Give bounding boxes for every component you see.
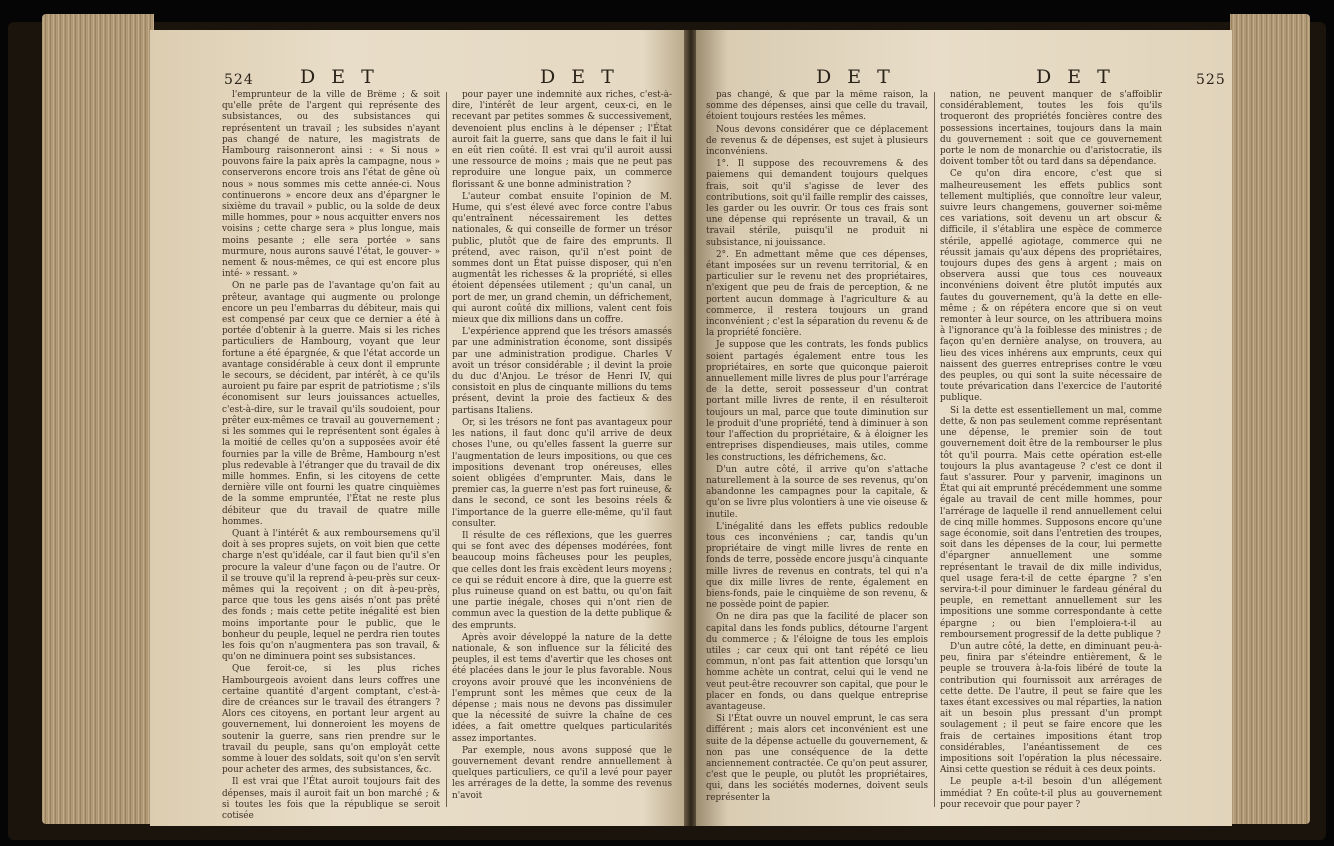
right-page bbox=[696, 30, 1232, 826]
paragraph: L'expérience apprend que les trésors amassés par une administration économe, sont dissipés par une administration prodigue. Charles V avoit un trésor considérable ; il devint la proie du duc d'Anjou. Le trésor de Henri IV, qui consistoit en plus de cinquante millions du tems présent, devint la proie des factieux & des partisans Italiens. bbox=[452, 327, 672, 416]
text-column-right-2 bbox=[940, 90, 1162, 820]
paragraph: L'auteur combat ensuite l'opinion de M. Hume, qui s'est élevé avec force contre l'abus qu'entraînent nécessairement les dettes nationales, & qui conseille de former un trésor public, plutôt que de faire des emprunts. Il prétend, avec raison, qu'il n'est point de sommes dont un État puisse disposer, qui n'en augmentât les richesses & la propriété, si elles étoient dépensées utilement ; qu'un canal, un port de mer, un grand chemin, un défrichement, qui auront coûté dix millions, valent cent fois mieux que dix millions dans un coffre. bbox=[452, 191, 672, 326]
paragraph: pas changé, & que par la même raison, la somme des dépenses, ainsi que celle du travail, étoient toujours restées les mêmes. bbox=[706, 90, 928, 123]
paragraph: Il résulte de ces réflexions, que les guerres qui se font avec des dépenses modérées, font beaucoup moins fâcheuses pour les peuples, que celles dont les frais excèdent leurs moyens ; ce qui se réduit encore à dire, que la guerre est plus ruineuse quand on est battu, ou qu'on fait une partie inégale, choses qui n'ont rien de commun avec la question de la dette publique & des emprunts. bbox=[452, 530, 672, 631]
right-page-edges bbox=[1230, 14, 1310, 824]
running-head: D E T bbox=[1036, 66, 1115, 88]
column-divider bbox=[446, 92, 447, 807]
paragraph: 1°. Il suppose des recouvremens & des paiemens qui demandent toujours quelques frais, soit qu'il s'agisse de lever des contributions, soit qu'il faille remplir des caisses, les garder ou les ouvrir. Or tous ces frais sont une dépense qui représente un travail, & un travail stérile, puisqu'il ne produit ni subsistance, ni jouissance. bbox=[706, 159, 928, 248]
running-head: D E T bbox=[816, 66, 895, 88]
paragraph: Quant à l'intérêt & aux remboursemens qu'il doit à ses propres sujets, on voit bien que cette charge n'est qu'idéale, car il faut bien qu'il s'en procure la valeur d'une façon ou de l'autre. Or il se trouve qu'il la reprend à-peu-près sur ceux-mêmes qui la reçoivent ; on dit à-peu-près, parce que tous les gens aisés n'ont pas prêté des fonds ; mais cette petite inégalité est bien moins importante pour le public, que le bonheur du peuple, lequel ne perdra rien toutes les fois qu'on n'augmentera pas son travail, & qu'on ne diminuera point ses subsistances. bbox=[222, 528, 440, 663]
paragraph: Si la dette est essentiellement un mal, comme dette, & non pas seulement comme représentant une dépense, le premier soin de tout gouvernement doit être de la rembourser le plus tôt qu'il pourra. Mais cette opération est-elle toujours la plus avantageuse ? c'est ce dont il faut s'assurer. Pour y parvenir, imaginons un État qui ait emprunté précédemment une somme égale au travail de cent mille hommes, pour l'arrérage de laquelle il rend annuellement celui de cinq mille hommes. Supposons encore qu'une sage économie, soit dans l'entretien des troupes, soit dans les dépenses de la cour, lui permette d'épargner annuellement une somme représentant le travail de dix mille individus, quel usage fera-t-il de cette épargne ? s'en servira-t-il pour diminuer le fardeau général du peuple, en remettant annuellement sur les impositions une somme correspondante à cette épargne ; ou bien l'emploiera-t-il au remboursement progressif de la dette publique ? bbox=[940, 405, 1162, 640]
paragraph: Le peuple a-t-il besoin d'un allégement immédiat ? En coûte-t-il plus au gouvernement pour recevoir que pour payer ? bbox=[940, 777, 1162, 810]
running-head: D E T bbox=[540, 66, 619, 88]
text-column-left-2 bbox=[452, 90, 672, 820]
paragraph: On ne parle pas de l'avantage qu'on fait au prêteur, avantage qui augmente ou prolonge encore un peu l'embarras du débiteur, mais qui est compensé par ceux que ce dernier a été à portée d'obtenir à la guerre. Mais si les riches particuliers de Hambourg, voyant que leur fortune a été épargnée, & que l'état accorde un avantage considérable à ceux dont il emprunte le secours, se décident, par intérêt, à ce qu'ils auroient pu faire par esprit de patriotisme ; s'ils économisent sur leurs jouissances actuelles, c'est-à-dire, sur le travail qu'ils soudoient, pour prêter eux-mêmes ce travail au gouvernement ; si les sommes qui le représentent sont égales à la moitié de celles qu'on a supposées avoir été fournies par la ville de Brême, Hambourg n'est plus redevable à l'étranger que du travail de dix mille hommes. Enfin, si les citoyens de cette dernière ville ont fourni les quatre cinquièmes de la somme empruntée, l'État ne reste plus débiteur que du travail de quatre mille hommes. bbox=[222, 281, 440, 527]
paragraph: Ce qu'on dira encore, c'est que si malheureusement les effets publics sont tellement multipliés, que connoître leur valeur, suivre leurs changemens, gouverner soi-même ces variations, soit devenu un art obscur & difficile, il s'établira une espèce de commerce stérile, appellé agiotage, commerce qui ne réussit jamais qu'aux dépens des propriétaires, toujours dupes des gens à argent ; mais on observera aussi que tous ces nouveaux inconvéniens doivent être plutôt imputés aux fautes du gouvernement, qu'à la dette en elle-même ; & on répétera encore que si on veut remonter à leur source, on les attribuera moins à l'ignorance qu'à la foiblesse des ministres ; de façon qu'en dernière analyse, on trouvera, au lieu des vices inhérens aux emprunts, ceux qui naissent des guerres entreprises contre le vœu des peuples, ou qui sont la suite nécessaire de toute prévarication dans l'exercice de l'autorité publique. bbox=[940, 169, 1162, 404]
paragraph: Si l'État ouvre un nouvel emprunt, le cas sera différent ; mais alors cet inconvénient est une suite de la dépense actuelle du gouvernement, & non pas une conséquence de la dette anciennement contractée. Ce qu'on peut assurer, c'est que le peuple, ou plutôt les propriétaires, qui, dans les sociétés modernes, doivent seuls représenter la bbox=[706, 714, 928, 803]
left-page-edges bbox=[42, 14, 154, 824]
paragraph: Or, si les trésors ne font pas avantageux pour les nations, il faut donc qu'il arrive de deux choses l'une, ou qu'elles fassent la guerre sur l'augmentation de leurs impositions, ou que ces impositions devenant trop onéreuses, elles soient obligées d'emprunter. Mais, dans le premier cas, la guerre n'est pas fort ruineuse, & dans le second, ce sont les besoins réels & l'importance de la guerre elle-même, qu'il faut consulter. bbox=[452, 417, 672, 529]
paragraph: Par exemple, nous avons supposé que le gouvernement devant rendre annuellement à quelques particuliers, ce qu'il a levé pour payer les arrérages de la dette, la somme des revenus n'avoit bbox=[452, 745, 672, 801]
paragraph: Nous devons considérer que ce déplacement de revenus & de dépenses, est sujet à plusieurs inconvéniens. bbox=[706, 124, 928, 158]
paragraph: Après avoir développé la nature de la dette nationale, & son influence sur la félicité des peuples, il est tems d'avertir que les choses ont été placées dans le jour le plus favorable. Nous croyons avoir prouvé que les inconvéniens de l'emprunt sont les mêmes que ceux de la dépense ; mais nous ne devons pas dissimuler que la nécessité de suivre la chaîne de ces idées, a fait omettre quelques particularités assez importantes. bbox=[452, 632, 672, 744]
column-divider bbox=[934, 92, 935, 807]
page-number: 524 bbox=[224, 72, 254, 88]
paragraph: Il est vrai que l'État auroit toujours fait des dépenses, mais il auroit fait un bon marché ; & si toutes les fois que la république se seroit cotisée bbox=[222, 777, 440, 820]
left-page bbox=[150, 30, 686, 826]
page-number: 525 bbox=[1196, 72, 1226, 88]
paragraph: pour payer une indemnité aux riches, c'est-à-dire, l'intérêt de leur argent, ceux-ci, en le recevant par petites sommes & successivement, devenoient plus enclins à le dépenser ; l'État auroit fait la guerre, sans que dans le fait il lui en eût rien coûté. Il est vrai qu'il auroit aussi une ressource de moins ; mais que ne peut pas reproduire une longue paix, un commerce florissant & une bonne administration ? bbox=[452, 90, 672, 190]
paragraph: l'emprunteur de la ville de Brême ; & soit qu'elle prête de l'argent qui représente des subsistances, ou des subsistances qui représentent un travail ; les subsides n'ayant pas changé de nature, les magistrats de Hambourg raisonneront ainsi : « Si nous » pouvons faire la paix après la campagne, nous » conserverons encore trois ans l'état de gêne où nous » nous sommes mis cette année-ci. Nous continuerons » encore deux ans d'épargner le sixième du travail » public, ou la solde de deux mille hommes, pour » nous acquitter envers nos voisins ; cette charge sera » plus longue, mais moins pesante ; elle sera portée » sans murmure, nous aurons sauvé l'état, le gouver- » nement & nous-mêmes, ce qui est encore plus inté- » ressant. » bbox=[222, 90, 440, 280]
paragraph: Que feroit-ce, si les plus riches Hambourgeois avoient dans leurs coffres une certaine quantité d'argent comptant, c'est-à-dire de créances sur le travail des étrangers ? Alors ces citoyens, en portant leur argent au gouvernement, lui donneroient les moyens de soutenir la guerre, sans rien prendre sur le travail du peuple, sans qu'on employât cette somme à louer des soldats, soit qu'on s'en servît pour acheter des armes, des subsistances, &c. bbox=[222, 664, 440, 776]
running-head: D E T bbox=[300, 66, 379, 88]
text-column-right-1 bbox=[706, 90, 928, 820]
paragraph: L'inégalité dans les effets publics redouble tous ces inconvéniens ; car, tandis qu'un propriétaire de vingt mille livres de rente en fonds de terre, possède encore jusqu'à cinquante mille livres de revenus en contrats, tel qui n'a que dix mille livres de rente, également en biens-fonds, paie le cinquième de son revenu, & ne possède point de papier. bbox=[706, 521, 928, 611]
paragraph: D'un autre côté, la dette, en diminuant peu-à-peu, finira par s'éteindre entièrement, & le peuple se trouvera à-la-fois libéré de toute la contribution qui fournissoit aux arrérages de cette dette. De l'autre, il peut se faire que les taxes étant excessives ou mal réparties, la nation ait un besoin plus pressant d'un prompt soulagement ; il peut se faire encore que les frais de certaines impositions étant trop considérables, l'anéantissement de ces impositions soit l'opération la plus nécessaire. Ainsi cette question se réduit à ces deux points. bbox=[940, 641, 1162, 776]
paragraph: nation, ne peuvent manquer de s'affoiblir considérablement, toutes les fois qu'ils troqueront des propriétés foncières contre des possessions incertaines, toujours dans la main du gouvernement : soit que ce gouvernement porte le nom de monarchie ou d'aristocratie, ils doivent tomber tôt ou tard dans sa dépendance. bbox=[940, 90, 1162, 168]
paragraph: D'un autre côté, il arrive qu'on s'attache naturellement à la source de ses revenus, qu'on abandonne les campagnes pour la capitale, & qu'on se livre plus volontiers à une vie oiseuse & inutile. bbox=[706, 464, 928, 520]
paragraph: On ne dira pas que la facilité de placer son capital dans les fonds publics, détourne l'argent du commerce ; & l'éloigne de tous les emplois utiles ; car ceux qui ont tant répété ce lieu commun, n'ont pas fait attention que lorsqu'un homme achète un contrat, celui qui le vend ne veut peut-être recouvrer son capital, que pour le placer en fonds, ou dans quelque entreprise avantageuse. bbox=[706, 612, 928, 712]
text-column-left-1 bbox=[222, 90, 440, 820]
paragraph: Je suppose que les contrats, les fonds publics soient partagés également entre tous les propriétaires, en sorte que quiconque paieroit annuellement mille livres de plus pour l'arrérage de la dette, seroit possesseur d'un contrat portant mille livres de rente, il en résulteroit toujours un mal, parce que toute diminution sur le produit d'une propriété, tend à diminuer à son tour l'affection du propriétaire, & à éloigner les entreprises dispendieuses, mais utiles, comme les constructions, les défrichemens, &c. bbox=[706, 340, 928, 463]
paragraph: 2°. En admettant même que ces dépenses, étant imposées sur un revenu territorial, & en particulier sur le revenu net des propriétaires, n'exigent que peu de frais de perception, & ne portent aucun dommage à l'agriculture & au commerce, il restera toujours un grand inconvénient ; c'est la séparation du revenu & de la propriété foncière. bbox=[706, 249, 928, 339]
